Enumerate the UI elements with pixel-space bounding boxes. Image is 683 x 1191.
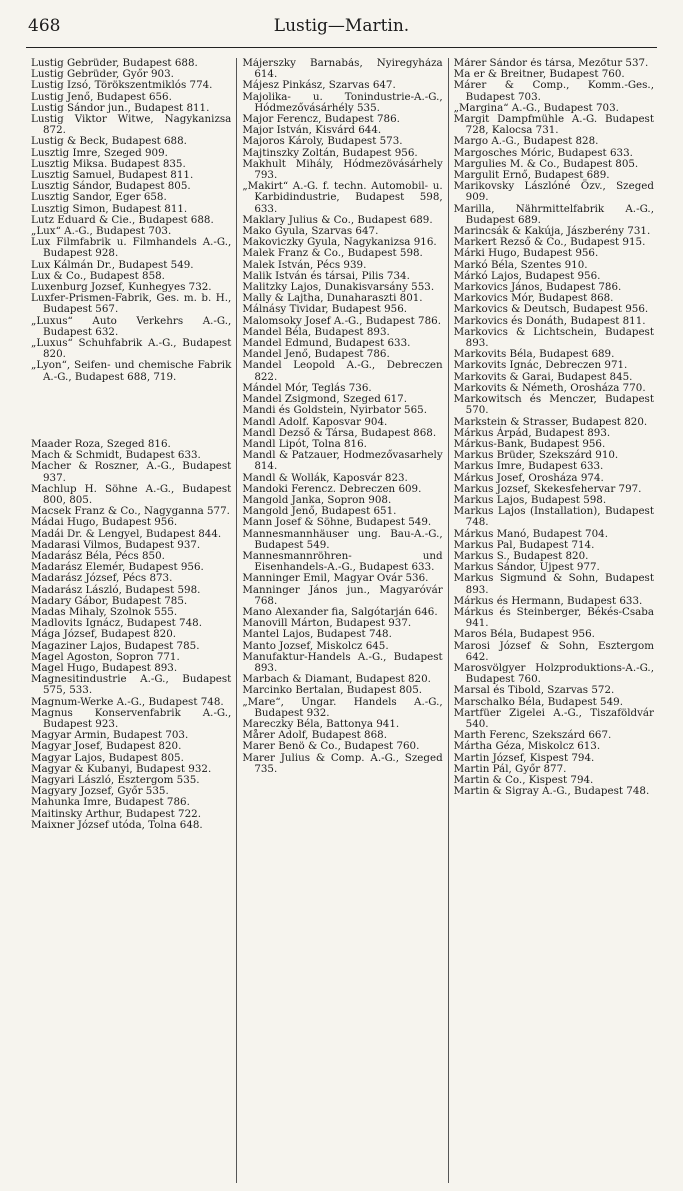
directory-entry: Marbach & Diamant, Budapest 820. <box>242 673 431 686</box>
directory-entry: Lustig Viktor Witwe, Nagykanizsa 872. <box>31 113 232 137</box>
column-right <box>448 58 659 1183</box>
directory-entry: Luxenburg Jozsef, Kunhegyes 732. <box>31 281 212 294</box>
directory-entry: Malomsoky Josef A.-G., Budapest 786. <box>242 314 441 327</box>
directory-entry: Manto Jozsef, Miskolcz 645. <box>242 639 389 652</box>
directory-entry: Maros Béla, Budapest 956. <box>453 628 595 641</box>
directory-entry: Magyar Lajos, Budapest 805. <box>31 751 184 764</box>
directory-entry: Margulies M. & Co., Budapest 805. <box>453 157 639 170</box>
directory-entry: Mangold Janka, Sopron 908. <box>242 493 392 506</box>
directory-entry: Luxfer-Prismen-Fabrik, Ges. m. b. H., Budapest 567. <box>31 292 232 316</box>
directory-entry: Markovics János, Budapest 786. <box>453 281 622 294</box>
directory-entry: Madarász László, Budapest 598. <box>31 583 201 596</box>
directory-entry: Mandl & Patzauer, Hodmezővasarhely 814. <box>242 449 443 473</box>
directory-entry: Madarasi Vilmos, Budapest 937. <box>31 538 201 551</box>
directory-entry: Marsal és Tibold, Szarvas 572. <box>453 684 615 697</box>
directory-entry: „Mare“, Ungar. Handels A.-G., Budapest 932. <box>242 695 443 719</box>
directory-entry: Mártha Géza, Miskolcz 613. <box>453 740 601 753</box>
directory-entry: Mannesmannhäuser ung. Bau-A.-G., Budapest 549. <box>242 527 443 551</box>
directory-entry: Martin József, Kispest 794. <box>453 751 595 764</box>
directory-entry: Magel Hugo, Budapest 893. <box>31 661 178 674</box>
directory-entry: Madas Mihaly, Szolnok 555. <box>31 605 178 618</box>
directory-entry: Mannesmannröhren- und Eisenhandels-A.-G., Budapest 633. <box>242 549 443 574</box>
directory-entry: Madarász Elemér, Budapest 956. <box>31 561 204 574</box>
directory-entry: Manufaktur-Handels A.-G., Budapest 893. <box>242 650 443 674</box>
directory-entry: Madary Gábor, Budapest 785. <box>31 594 188 607</box>
directory-entry: Margit Dampfmühle A.-G. Budapest 728, Kalocsa 731. <box>453 113 654 137</box>
column-left <box>26 58 236 1183</box>
directory-entry: Lusztig Sándor, Budapest 805. <box>31 180 191 193</box>
directory-entry: Margosches Móric, Budapest 633. <box>453 146 633 159</box>
directory-entry: Mandl & Wollák, Kaposvár 823. <box>242 471 408 484</box>
directory-entry: Markovics & Deutsch, Budapest 956. <box>453 303 649 316</box>
directory-entry: Markus Imre, Budapest 633. <box>453 460 604 473</box>
directory-entry: Markovics Mór, Budapest 868. <box>453 292 614 305</box>
page-number: 468 <box>28 16 61 36</box>
directory-entry: Malek Franz & Co., Budapest 598. <box>242 247 423 260</box>
column-middle <box>236 58 447 1183</box>
directory-entry: Márkus Josef, Orosháza 974. <box>453 471 604 484</box>
directory-entry: Mága József, Budapest 820. <box>31 628 177 641</box>
directory-entry: Mandel Jenő, Budapest 786. <box>242 348 390 361</box>
directory-entry: Maader Roza, Szeged 816. <box>31 437 171 450</box>
section-break <box>31 383 231 439</box>
directory-entry: Marcinko Bertalan, Budapest 805. <box>242 684 423 697</box>
directory-entry: Márkus-Bank, Budapest 956. <box>453 437 606 450</box>
directory-entry: Majoros Károly, Budapest 573. <box>242 135 403 148</box>
directory-entry: Mally & Lajtha, Dunaharaszti 801. <box>242 292 423 305</box>
directory-entry: Marth Ferenc, Szekszárd 667. <box>453 729 612 742</box>
directory-entry: Magnum-Werke A.-G., Budapest 748. <box>31 695 224 708</box>
directory-entry: Márkus Árpád, Budapest 893. <box>453 426 611 439</box>
directory-entry: Lutz Eduard & Cie., Budapest 688. <box>31 213 214 226</box>
directory-entry: Májerszky Barnabás, Nyiregyháza 614. <box>242 58 443 81</box>
directory-entry: Madái Dr. & Lengyel, Budapest 844. <box>31 527 222 540</box>
directory-entry: Lusztig Miksa. Budapest 835. <box>31 157 186 170</box>
directory-entry: Mach & Schmidt, Budapest 633. <box>31 449 201 462</box>
directory-entry: Major István, Kisvárd 644. <box>242 124 382 137</box>
directory-entry: Markovics & Lichtschein, Budapest 893. <box>453 325 654 350</box>
directory-entry: Martfüer Zigelei A.-G., Tiszaföldvár 540. <box>453 706 654 730</box>
directory-entry: Markus Sigmund & Sohn, Budapest 893. <box>453 572 654 596</box>
directory-entry: Magaziner Lajos, Budapest 785. <box>31 639 200 652</box>
directory-entry: Maitinsky Arthur, Budapest 722. <box>31 807 201 820</box>
directory-entry: „Margina“ A.-G., Budapest 703. <box>453 101 619 114</box>
directory-entry: Marincsák & Kakúja, Jászberény 731. <box>453 225 651 238</box>
directory-entry: Markó Béla, Szentes 910. <box>453 258 588 271</box>
directory-entry: Mantel Lajos, Budapest 748. <box>242 628 392 641</box>
directory-entry: „Luxus“ Auto Verkehrs A.-G., Budapest 632. <box>31 314 232 338</box>
directory-entry: Martin & Co., Kispest 794. <box>453 774 594 786</box>
directory-entry: „Makirt“ A.-G. f. techn. Automobil- u. Karbidindustrie, Budapest 598, 633. <box>242 180 443 215</box>
directory-entry: Mareczky Béla, Battonya 941. <box>242 717 400 730</box>
directory-entry: Markus Jozsef, Skekesfehervar 797. <box>453 482 642 495</box>
directory-entry: Lustig Sándor jun., Budapest 811. <box>31 101 210 114</box>
directory-entry: Mandl Adolf. Kaposvar 904. <box>242 415 388 428</box>
directory-entry: Markus Lajos (Installation), Budapest 748. <box>453 505 654 529</box>
directory-entry: Mårer Adolf, Budapest 868. <box>242 729 387 742</box>
directory-entry: Lusztig Sandor, Eger 658. <box>31 191 167 204</box>
directory-entry: Maklary Julius & Co., Budapest 689. <box>242 213 433 226</box>
directory-entry: Mandoki Ferencz. Debreczen 609. <box>242 482 422 495</box>
directory-entry: Markus Brüder, Szekszárd 910. <box>453 449 619 462</box>
directory-entry: Malik István és társai, Pilis 734. <box>242 269 410 282</box>
directory-entry: Madlovits Ignácz, Budapest 748. <box>31 617 202 630</box>
directory-entry: Mandel Edmund, Budapest 633. <box>242 337 411 350</box>
directory-entry: Malek István, Pécs 939. <box>242 258 367 271</box>
directory-entry: Lusztig Simon, Budapest 811. <box>31 202 188 215</box>
directory-entry: Madarász József, Pécs 873. <box>31 572 173 585</box>
directory-entry: Mandel Leopold A.-G., Debreczen 822. <box>242 359 443 383</box>
directory-entry: Markert Rezső & Co., Budapest 915. <box>453 236 646 249</box>
directory-entry: Mandi és Goldstein, Nyirbator 565. <box>242 404 427 417</box>
directory-entry: Marer Benö & Co., Budapest 760. <box>242 740 420 753</box>
page-header <box>28 14 655 40</box>
directory-entry: Marschalko Béla, Budapest 549. <box>453 695 623 708</box>
directory-entry: Lux Filmfabrik u. Filmhandels A.-G., Budapest 928. <box>31 236 232 260</box>
directory-entry: Majolika- u. Tonindustrie-A.-G., Hódmezővásárhély 535. <box>242 90 443 114</box>
directory-entry: Markstein & Strasser, Budapest 820. <box>453 415 648 428</box>
directory-entry: Márer & Comp., Komm.-Ges., Budapest 703. <box>453 79 654 103</box>
directory-entry: Lustig Izsó, Törökszentmiklós 774. <box>31 79 213 92</box>
directory-entry: Márkus és Steinberger, Békés-Csaba 941. <box>453 605 654 630</box>
page-title: Lustig—Martin. <box>273 16 410 36</box>
directory-entry: Major Ferencz, Budapest 786. <box>242 113 400 126</box>
directory-entry: Lustig Jenő, Budapest 656. <box>31 90 172 103</box>
directory-entry: Mann Josef & Söhne, Budapest 549. <box>242 516 432 529</box>
directory-entry: Markus Sándor, Ujpest 977. <box>453 561 600 574</box>
directory-entry: Lux Kálmán Dr., Budapest 549. <box>31 258 194 271</box>
directory-entry: Lux & Co., Budapest 858. <box>31 269 165 282</box>
directory-entry: Lusztig Samuel, Budapest 811. <box>31 169 194 182</box>
directory-entry: Marilla, Nährmittelfabrik A.-G., Budapest 689. <box>453 202 654 226</box>
directory-entry: Márkus Manó, Budapest 704. <box>453 527 608 540</box>
directory-entry: „Lyon“, Seifen- und chemische Fabrik A.-G., Budapest 688, 719. <box>31 359 232 383</box>
directory-entry: Marikovsky Lászlóné Özv., Szeged 909. <box>453 180 654 204</box>
directory-entry: Markus S., Budapest 820. <box>453 549 589 562</box>
directory-entry: Marosvölgyer Holzproduktions-A.-G., Budapest 760. <box>453 661 654 686</box>
directory-entry: „Lux“ A.-G., Budapest 703. <box>31 225 172 238</box>
directory-entry: Magel Agoston, Sopron 771. <box>31 650 180 663</box>
directory-entry: Mándel Mór, Teglás 736. <box>242 381 372 394</box>
directory-entry: Lustig Gebrüder, Budapest 688. <box>31 58 198 69</box>
directory-entry: Magyary Jozsef, Győr 535. <box>31 785 169 798</box>
directory-entry: „Luxus“ Schuhfabrik A.-G., Budapest 820. <box>31 337 232 361</box>
directory-entry: Macher & Roszner, A.-G., Budapest 937. <box>31 460 232 484</box>
directory-entry: Mano Alexander fia, Salgótarján 646. <box>242 605 438 618</box>
directory-entry: Marer Julius & Comp. A.-G., Szeged 735. <box>242 751 443 775</box>
directory-entry: Markovits Béla, Budapest 689. <box>453 348 615 361</box>
directory-entry: Magyari László, Esztergom 535. <box>31 773 200 786</box>
directory-entry: Markowitsch és Menczer, Budapest 570. <box>453 393 654 417</box>
directory-entry: Márer Sándor és társa, Mezőtur 537. <box>453 58 649 69</box>
directory-entry: Mandl Lipót, Tolna 816. <box>242 437 367 450</box>
directory-entry: Martin Pál, Győr 877. <box>453 762 567 775</box>
directory-entry: Magnesitindustrie A.-G., Budapest 575, 533. <box>31 673 232 697</box>
directory-entry: Lustig Gebrüder, Győr 903. <box>31 68 174 81</box>
directory-entry: Márki Hugo, Budapest 956. <box>453 247 599 260</box>
directory-entry: Madarász Béla, Pécs 850. <box>31 549 165 562</box>
directory-entry: Malitzky Lajos, Dunakisvarsány 553. <box>242 281 435 294</box>
directory-entry: Magyar Armin, Budapest 703. <box>31 729 189 742</box>
directory-entry: Makhult Mihály, Hódmezövásárhely 793. <box>242 157 443 182</box>
directory-entry: Manninger János jun., Magyaróvár 768. <box>242 583 443 607</box>
directory-entry: Májesz Pinkász, Szarvas 647. <box>242 79 396 92</box>
directory-entry: Marosi József & Sohn, Esztergom 642. <box>453 639 654 663</box>
directory-entry: Martin & Sigray A.-G., Budapest 748. <box>453 785 650 798</box>
directory-entry: Markus Lajos, Budapest 598. <box>453 493 607 506</box>
directory-entry: Mangold Jenő, Budapest 651. <box>242 505 397 518</box>
directory-columns <box>26 58 659 1183</box>
directory-entry: Markovits & Garai, Budapest 845. <box>453 370 633 383</box>
directory-entry: Markovits Ignác, Debreczen 971. <box>453 359 628 372</box>
directory-entry: Margo A.-G., Budapest 828. <box>453 135 599 148</box>
directory-entry: Margulit Ernő, Budapest 689. <box>453 169 610 182</box>
directory-entry: Manovill Márton, Budapest 937. <box>242 617 412 630</box>
directory-entry: Mahunka Imre, Budapest 786. <box>31 796 190 809</box>
directory-entry: Mako Gyula, Szarvas 647. <box>242 225 379 238</box>
directory-entry: Málnásy Tividar, Budapest 956. <box>242 303 408 316</box>
directory-entry: Markovics és Donáth, Budapest 811. <box>453 314 646 327</box>
directory-entry: Ma er & Breitner, Budapest 760. <box>453 68 625 81</box>
header-rule <box>26 47 657 48</box>
directory-entry: Maixner József utóda, Tolna 648. <box>31 818 203 831</box>
directory-entry: Márkó Lajos, Budapest 956. <box>453 269 601 282</box>
directory-entry: Magyar Josef, Budapest 820. <box>31 740 182 753</box>
directory-entry: Markovits & Németh, Orosháza 770. <box>453 381 646 394</box>
directory-entry: Magyar & Kubanyi, Budapest 932. <box>31 762 212 775</box>
directory-entry: Machlup H. Söhne A.-G., Budapest 800, 805. <box>31 482 232 506</box>
directory-entry: Márkus és Hermann, Budapest 633. <box>453 594 643 607</box>
directory-entry: Majtinszky Zoltán, Budapest 956. <box>242 146 418 159</box>
directory-entry: Manninger Emil, Magyar Ovár 536. <box>242 572 429 585</box>
directory-entry: Magnus Konservenfabrik A.-G., Budapest 923. <box>31 706 232 730</box>
directory-entry: Mandel Béla, Budapest 893. <box>242 325 390 338</box>
directory-entry: Lustig & Beck, Budapest 688. <box>31 135 187 148</box>
directory-entry: Macsek Franz & Co., Nagyganna 577. <box>31 505 230 518</box>
directory-entry: Lusztig Imre, Szeged 909. <box>31 146 168 159</box>
directory-entry: Markus Pal, Budapest 714. <box>453 538 595 551</box>
directory-entry: Mandel Zsigmond, Szeged 617. <box>242 393 407 406</box>
directory-entry: Mádai Hugo, Budapest 956. <box>31 516 178 529</box>
directory-entry: Mandl Dezső & Társa, Budapest 868. <box>242 426 437 439</box>
directory-entry: Makoviczky Gyula, Nagykanizsa 916. <box>242 236 437 249</box>
